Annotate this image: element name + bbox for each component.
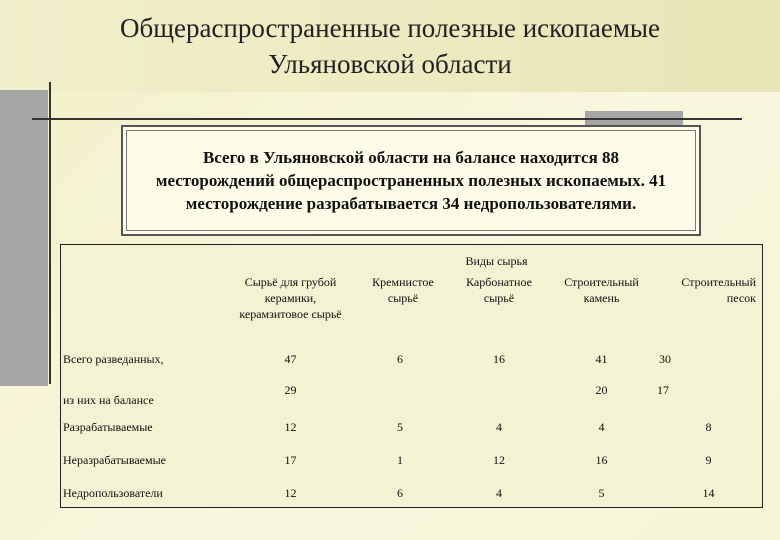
cell-value: 17 <box>284 453 297 467</box>
table-row <box>61 412 762 445</box>
cell-value: 30 <box>659 352 671 366</box>
table-corner-cell <box>61 245 231 272</box>
minerals-table <box>61 245 762 507</box>
row-label: Разрабатываемые <box>63 420 153 434</box>
cell-value: 41 <box>595 352 608 366</box>
cell-value: 4 <box>598 420 605 434</box>
column-header-carbonate: Карбонатное сырьё <box>466 275 532 305</box>
cell-value: 16 <box>493 352 505 366</box>
cell-value <box>350 380 450 412</box>
cell-value: 12 <box>493 453 505 467</box>
cell-value: 12 <box>284 486 297 500</box>
column-header-building-stone: Строительный камень <box>564 275 639 305</box>
cell-value: 14 <box>702 486 715 500</box>
cell-value: 16 <box>595 453 608 467</box>
cell-value: 6 <box>397 486 403 500</box>
decorative-vertical-line <box>49 82 51 384</box>
slide-title <box>90 10 690 82</box>
summary-box <box>121 125 701 236</box>
table-row <box>61 348 762 380</box>
column-header-siliceous: Кремнистое сырьё <box>372 275 434 305</box>
slide-title-line-1: Общераспространенные полезные ископаемые <box>119 13 661 43</box>
group-header: Виды сырья <box>465 254 528 268</box>
header-empty-cell <box>61 272 231 348</box>
cell-value: 20 <box>595 383 608 397</box>
summary-text: Всего в Ульяновской области на балансе находится 88 месторождений общераспространенных полезных ископаемых. 41 месторождение разрабатывается 34 недропользователями. <box>126 130 696 231</box>
cell-value: 4 <box>496 486 502 500</box>
table-row <box>61 445 762 478</box>
cell-value: 8 <box>705 420 712 434</box>
column-header-ceramic: Сырьё для грубой керамики, керамзитовое сырьё <box>239 275 342 321</box>
cell-value: 5 <box>397 420 403 434</box>
cell-value: 29 <box>284 383 297 397</box>
table-row <box>61 478 762 507</box>
decorative-gray-bar-left <box>0 90 48 386</box>
cell-value: 12 <box>284 420 297 434</box>
cell-value: 47 <box>284 352 297 366</box>
row-label: Недропользователи <box>63 486 163 500</box>
cell-value: 17 <box>657 383 669 397</box>
cell-value <box>450 380 548 412</box>
cell-value: 9 <box>705 453 712 467</box>
cell-value: 4 <box>496 420 502 434</box>
row-label: Неразрабатываемые <box>63 453 166 467</box>
cell-value: 1 <box>397 453 403 467</box>
row-label: из них на балансе <box>63 393 154 407</box>
column-header-building-sand: Строительный песок <box>681 275 756 305</box>
slide-title-line-2: Ульяновской области <box>268 49 512 79</box>
decorative-horizontal-line <box>32 118 742 120</box>
table-row <box>61 380 762 412</box>
row-label: Всего разведанных, <box>63 352 164 366</box>
cell-value: 6 <box>397 352 403 366</box>
cell-value: 5 <box>598 486 605 500</box>
